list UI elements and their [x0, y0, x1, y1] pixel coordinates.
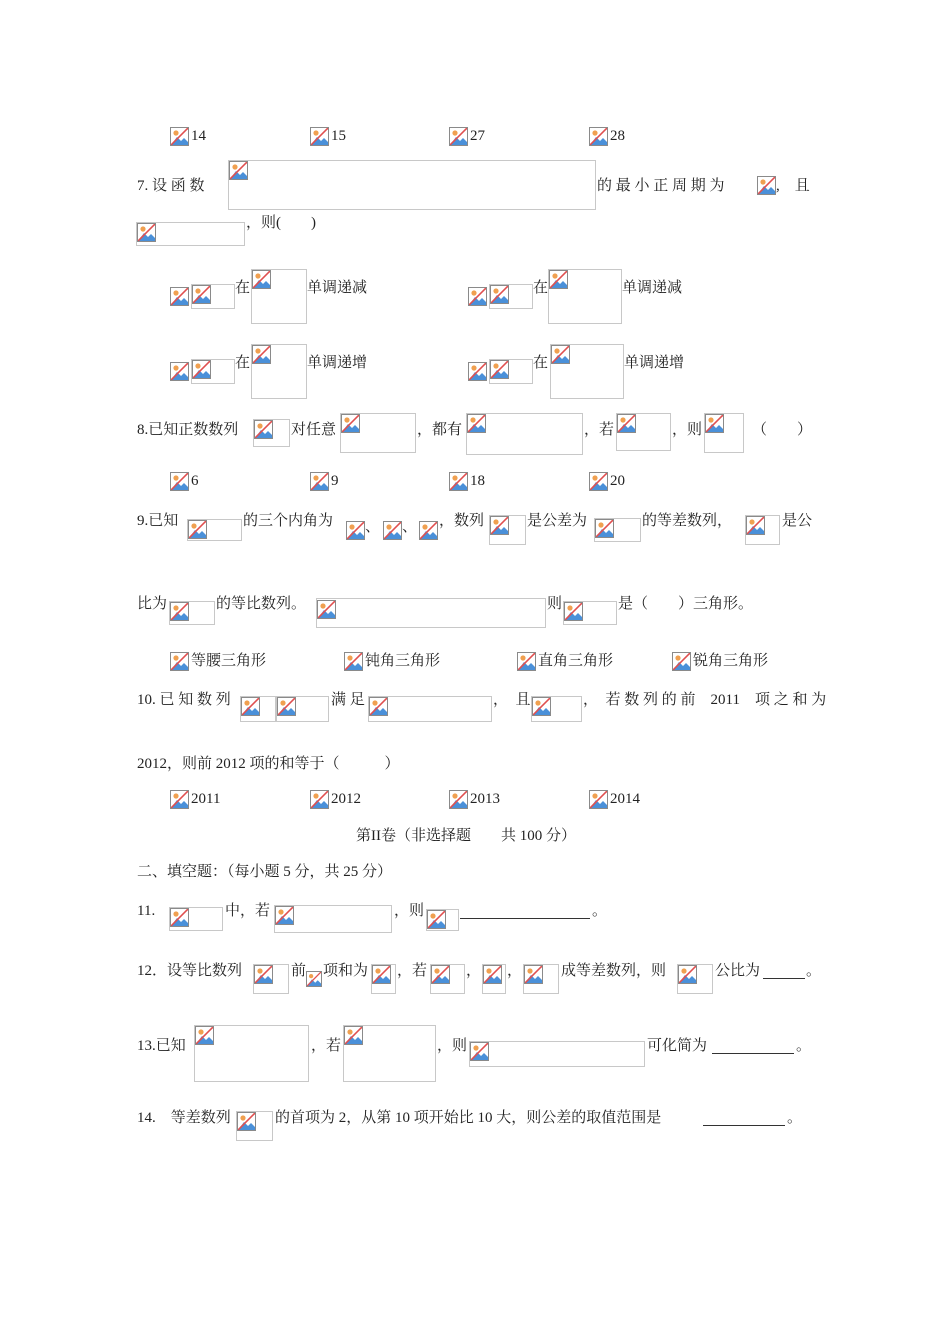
answer-blank[interactable]: [712, 1052, 794, 1054]
q7-word-zai: 在: [235, 355, 251, 371]
q9-p5: 是公: [782, 513, 813, 529]
q9-p1: 的三个内角为: [243, 513, 334, 529]
broken-image-icon: [317, 600, 336, 619]
broken-image-icon: [170, 790, 189, 809]
broken-image-icon: [427, 910, 446, 929]
broken-image-icon: [705, 414, 724, 433]
broken-image-icon: [468, 362, 487, 381]
q13-p2: ，则: [437, 1038, 468, 1054]
q12-p2: 项和为: [323, 963, 369, 979]
broken-image-icon: [449, 790, 468, 809]
broken-image-icon: [369, 697, 388, 716]
q7-lead: 7. 设 函 数: [137, 178, 205, 194]
formula-box: [316, 598, 546, 628]
broken-image-icon: [192, 360, 211, 379]
broken-image-icon: [617, 414, 636, 433]
option-d-text: 20: [610, 473, 625, 489]
broken-image-icon: [341, 414, 360, 433]
broken-image-icon: [483, 965, 502, 984]
q7-tail: , 且: [776, 178, 810, 194]
broken-image-icon: [229, 161, 248, 180]
broken-image-icon: [383, 521, 402, 540]
broken-image-icon: [137, 223, 156, 242]
q10-p1: 满 足: [331, 692, 365, 708]
broken-image-icon: [595, 519, 614, 538]
q11-p2: ，则: [394, 903, 425, 919]
broken-image-icon: [551, 345, 570, 364]
broken-image-icon: [344, 1026, 363, 1045]
option-d-text: 锐角三角形: [693, 653, 769, 669]
option-b-text: 9: [331, 473, 339, 489]
broken-image-icon: [431, 965, 450, 984]
q12-lead: 12．设等比数列: [137, 963, 243, 979]
broken-image-icon: [467, 414, 486, 433]
q9-line2d: 是（ ）三角形。: [618, 596, 754, 612]
option-b-text: 15: [331, 128, 346, 144]
broken-image-icon: [170, 908, 189, 927]
broken-image-icon: [524, 965, 543, 984]
option-b-text: 2012: [331, 791, 361, 807]
broken-image-icon: [170, 287, 189, 306]
broken-image-icon: [490, 360, 509, 379]
q12-p4: 成等差数列，则: [561, 963, 667, 979]
broken-image-icon: [170, 472, 189, 491]
q7-word-zai: 在: [533, 280, 549, 296]
q11-end: 。: [592, 903, 608, 919]
q10-line2: 2012，则前 2012 项的和等于（ ）: [137, 756, 400, 772]
q9-line2c: 则: [547, 596, 563, 612]
q11-lead: 11.: [137, 903, 156, 919]
broken-image-icon: [564, 602, 583, 621]
option-b-text: 钝角三角形: [365, 653, 441, 669]
option-a-text: 2011: [191, 791, 221, 807]
broken-image-icon: [589, 127, 608, 146]
q11-p1: 中，若: [225, 903, 271, 919]
q13-end: 。: [796, 1038, 812, 1054]
formula-box: [469, 1041, 645, 1067]
broken-image-icon: [672, 652, 691, 671]
q7-word-zai: 在: [235, 280, 251, 296]
broken-image-icon: [532, 697, 551, 716]
broken-image-icon: [346, 521, 365, 540]
broken-image-icon: [372, 965, 391, 984]
broken-image-icon: [344, 652, 363, 671]
q12-comma: ，: [507, 963, 523, 979]
broken-image-icon: [254, 965, 273, 984]
broken-image-icon: [490, 516, 509, 535]
broken-image-icon: [746, 516, 765, 535]
q13-p3: 可化简为: [647, 1038, 708, 1054]
broken-image-icon: [589, 790, 608, 809]
q8-p5: （ ）: [752, 422, 813, 438]
broken-image-icon: [310, 127, 329, 146]
q9-p2: ，数列: [439, 513, 485, 529]
q7-word-dec: 单调递减: [307, 280, 368, 296]
broken-image-icon: [468, 287, 487, 306]
option-a-text: 14: [191, 128, 206, 144]
broken-image-icon: [678, 965, 697, 984]
broken-image-icon: [517, 652, 536, 671]
q9-line2b: 的等比数列。: [216, 596, 307, 612]
q7-line2: ，则( ): [246, 215, 316, 231]
q12-p5: 公比为: [715, 963, 761, 979]
q12-end: 。: [806, 963, 822, 979]
q9-line2a: 比为: [137, 596, 168, 612]
q13-lead: 13.已知: [137, 1038, 186, 1054]
q9-sep: 、: [402, 519, 418, 535]
answer-blank[interactable]: [703, 1124, 785, 1126]
q9-p3: 是公差为: [527, 513, 588, 529]
option-c-text: 2013: [470, 791, 500, 807]
q8-p3: ，若: [584, 422, 615, 438]
option-c-text: 18: [470, 473, 485, 489]
q14-lead: 14. 等差数列: [137, 1110, 231, 1126]
broken-image-icon: [170, 652, 189, 671]
broken-image-icon: [252, 270, 271, 289]
q12-comma: ，: [466, 963, 482, 979]
q8-p4: ，则: [672, 422, 703, 438]
broken-image-icon: [170, 127, 189, 146]
broken-image-icon: [419, 521, 438, 540]
q9-p4: 的等差数列，: [642, 513, 733, 529]
broken-image-icon: [170, 362, 189, 381]
broken-image-icon: [310, 790, 329, 809]
broken-image-icon: [277, 697, 296, 716]
broken-image-icon: [589, 472, 608, 491]
q10-lead: 10. 已 知 数 列: [137, 692, 231, 708]
broken-image-icon: [170, 602, 189, 621]
broken-image-icon: [254, 420, 273, 439]
broken-image-icon: [549, 270, 568, 289]
broken-image-icon: [306, 971, 322, 987]
q13-p1: ，若: [311, 1038, 342, 1054]
q7-word-zai: 在: [533, 355, 549, 371]
broken-image-icon: [192, 285, 211, 304]
broken-image-icon: [449, 472, 468, 491]
option-c-text: 27: [470, 128, 485, 144]
broken-image-icon: [449, 127, 468, 146]
option-d-text: 28: [610, 128, 625, 144]
q7-word-dec: 单调递减: [622, 280, 683, 296]
section-subtitle: 二、填空题：（每小题 5 分，共 25 分）: [137, 864, 393, 880]
option-d-text: 2014: [610, 791, 640, 807]
broken-image-icon: [188, 520, 207, 539]
q12-p1: 前: [291, 963, 307, 979]
q9-lead: 9.已知: [137, 513, 179, 529]
broken-image-icon: [252, 345, 271, 364]
broken-image-icon: [237, 1112, 256, 1131]
broken-image-icon: [490, 285, 509, 304]
broken-image-icon: [275, 906, 294, 925]
q9-sep: 、: [365, 519, 381, 535]
option-c-text: 直角三角形: [538, 653, 614, 669]
option-a-text: 6: [191, 473, 199, 489]
q14-p1: 的首项为 2，从第 10 项开始比 10 大，则公差的取值范围是: [275, 1110, 662, 1126]
q10-p3: ， 若 数 列 的 前 2011 项 之 和 为: [583, 692, 827, 708]
broken-image-icon: [241, 697, 260, 716]
section-title: 第II卷（非选择题 共 100 分）: [356, 828, 576, 844]
formula-box: [228, 160, 596, 210]
q7-word-inc: 单调递增: [307, 355, 368, 371]
q12-p3: ，若: [397, 963, 428, 979]
broken-image-icon: [470, 1042, 489, 1061]
broken-image-icon: [195, 1026, 214, 1045]
broken-image-icon: [310, 472, 329, 491]
q7-word-inc: 单调递增: [624, 355, 685, 371]
broken-image-icon: [757, 176, 776, 195]
q7-mid: 的 最 小 正 周 期 为: [597, 178, 725, 194]
answer-blank[interactable]: [763, 977, 805, 979]
q8-lead: 8.已知正数数列: [137, 422, 239, 438]
q8-p1: 对任意: [291, 422, 337, 438]
answer-blank[interactable]: [460, 917, 590, 919]
q10-p2: ， 且: [493, 692, 531, 708]
option-a-text: 等腰三角形: [191, 653, 267, 669]
q14-end: 。: [787, 1110, 803, 1126]
q8-p2: ，都有: [417, 422, 463, 438]
